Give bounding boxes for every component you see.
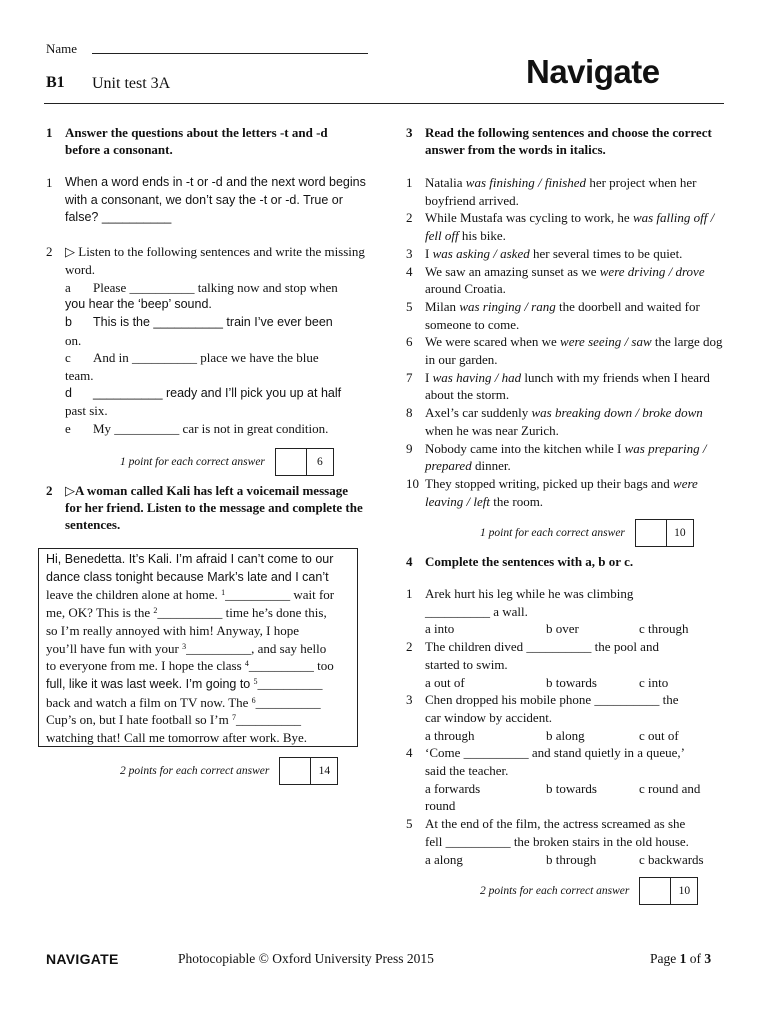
q3-item: 5 Milan was ringing / rang the doorbell and waited for someone to come. <box>406 298 700 332</box>
q1-sub-b: b This is the __________ train I’ve ever been <box>65 314 333 329</box>
q2-score-input[interactable] <box>279 757 310 785</box>
footer-brand: NAVIGATE <box>46 951 119 967</box>
footer-copyright: Photocopiable © Oxford University Press 2015 <box>178 951 434 966</box>
q3-score-total: 10 <box>666 519 694 547</box>
name-field[interactable] <box>92 53 368 54</box>
q4-item: 2 The children dived __________ the pool and started to swim. a out of b towards c into <box>406 638 724 691</box>
q3-choice[interactable]: were driving / drove <box>599 263 705 279</box>
q4-option[interactable]: b towards <box>546 674 597 690</box>
q4-items <box>406 585 724 868</box>
q4-option[interactable]: c round and <box>639 780 701 796</box>
question-1-title: 1 Answer the questions about the letters -t and -d before a consonant. <box>46 125 328 157</box>
q3-item: 8 Axel’s car suddenly was breaking down / broke down when he was near Zurich. <box>406 405 703 438</box>
q4-item: 4 ‘Come __________ and stand quietly in a queue,’ said the teacher. a forwards b towards c round and round <box>406 744 724 815</box>
q2-score-total: 14 <box>310 757 338 785</box>
brand-logo: Navigate <box>526 53 660 90</box>
q4-item: 3 Chen dropped his mobile phone __________ the car window by accident. a through b along c out of <box>406 691 724 744</box>
q1-sub-b-cont: on. <box>65 332 82 348</box>
q3-score-input[interactable] <box>635 519 666 547</box>
footer-page-number: Page 1 of 3 <box>650 951 712 966</box>
q4-score: 2 points for each correct answer 10 <box>480 877 698 905</box>
q1-sub-d: d __________ ready and I’ll pick you up at half <box>65 385 342 400</box>
q1-score-total: 6 <box>306 448 334 476</box>
q4-options <box>406 674 724 692</box>
question-3 <box>406 124 724 510</box>
q4-option[interactable]: b through <box>546 851 597 867</box>
q1-score-input[interactable] <box>275 448 306 476</box>
q1-sub-d-cont: past six. <box>65 403 108 419</box>
q3-score: 1 point for each correct answer 10 <box>480 519 694 547</box>
q3-items <box>406 174 724 510</box>
q1-score: 1 point for each correct answer 6 <box>120 448 334 476</box>
q4-score-input[interactable] <box>639 877 670 905</box>
q4-option[interactable]: a through <box>425 727 475 743</box>
q4-item: 1 Arek hurt his leg while he was climbing __________ a wall. a into b over c through <box>406 585 724 638</box>
question-2 <box>46 482 366 533</box>
q4-option[interactable]: a along <box>425 851 463 867</box>
q4-option[interactable]: a out of <box>425 674 465 690</box>
q4-options <box>406 780 724 798</box>
question-2-title: 2 ▷A woman called Kali has left a voicemail message for her friend. Listen to the message and complete the sentences. <box>46 483 363 532</box>
q3-choice[interactable]: was breaking down / broke down <box>531 405 703 421</box>
header-divider <box>44 103 724 104</box>
q1-sub-c-cont: team. <box>65 368 94 384</box>
q3-choice[interactable]: were leaving / left <box>425 475 698 509</box>
q1-sub-a-cont: you hear the ‘beep’ sound. <box>65 297 212 312</box>
q4-options <box>406 727 724 745</box>
q4-item: 5 At the end of the film, the actress screamed as she fell __________ the broken stairs in the old house. a along b through c backwards <box>406 815 724 868</box>
q4-option[interactable]: c into <box>639 674 669 690</box>
q1-sub-c: c And in __________ place we have the blue <box>65 350 319 366</box>
q1-sub-a: a Please __________ talking now and stop when <box>65 279 338 295</box>
unit-title: Unit test 3A <box>92 75 171 92</box>
q3-choice[interactable]: was ringing / rang <box>459 298 556 314</box>
q3-choice[interactable]: was preparing / prepared <box>425 440 707 474</box>
q4-option[interactable]: c through <box>639 621 689 637</box>
q4-option[interactable]: c backwards <box>639 851 704 867</box>
q1-item-1: 1 When a word ends in -t or -d and the next word begins with a consonant, we don’t say the -t or -d. True or false? __________ <box>46 175 366 225</box>
q3-choice[interactable]: was having / had <box>432 369 522 385</box>
question-4 <box>406 553 724 868</box>
q4-option[interactable]: a into <box>425 621 455 637</box>
q3-choice[interactable]: was asking / asked <box>432 245 530 261</box>
q4-option[interactable]: a forwards <box>425 780 481 796</box>
q3-item: 1 Natalia was finishing / finished her project when her boyfriend arrived. <box>406 175 697 208</box>
question-4-title: 4 Complete the sentences with a, b or c. <box>406 554 634 569</box>
question-3-title: 3 Read the following sentences and choose the correct answer from the words in italics. <box>406 125 712 157</box>
q3-item: 6 We were scared when we were seeing / saw the large dog in our garden. <box>406 334 723 368</box>
q3-item: 3 I was asking / asked her several times to be quiet. <box>406 245 683 261</box>
q4-options <box>406 620 724 638</box>
q4-option[interactable]: b along <box>546 727 585 743</box>
voicemail-box: Hi, Benedetta. It’s Kali. I’m afraid I can’t come to our dance class tonight because Mark’s late and I can’t leave the children alone at home. $^1$__________ wait for me, OK? This is the $^2$__________ time he’s done this, so I’m really annoyed with him! Anyway, I hope you’ll have fun with your $^3$__________, and say hello to everyone from me. I hope the class $^4$__________ too full, like it was last week. I’m going to $^5$__________ back and watch a film on TV now. The $^6$__________ Cup’s on, but I hate football so I’m $^7$__________ watching that! Call me tomorrow after work. Bye. <box>38 548 358 747</box>
q4-option[interactable]: c out of <box>639 727 679 743</box>
q4-option[interactable]: b over <box>546 621 579 637</box>
q2-score: 2 points for each correct answer 14 <box>120 757 338 785</box>
name-label: Name <box>46 41 78 56</box>
q3-item: 4 We saw an amazing sunset as we were driving / drove around Croatia. <box>406 263 705 297</box>
q3-choice[interactable]: were seeing / saw <box>560 334 652 350</box>
q3-item: 7 I was having / had lunch with my friends when I heard about the storm. <box>406 369 710 403</box>
level-label: B1 <box>46 74 65 91</box>
q3-item: 9 Nobody came into the kitchen while I was preparing / prepared dinner. <box>406 440 707 474</box>
q3-item: 2 While Mustafa was cycling to work, he was falling off / fell off his bike. <box>406 210 715 244</box>
q4-score-total: 10 <box>670 877 698 905</box>
q1-sub-e: e My __________ car is not in great condition. <box>65 421 329 437</box>
q3-choice[interactable]: was falling off / fell off <box>425 210 715 244</box>
q3-item: 10 They stopped writing, picked up their bags and were leaving / left the room. <box>406 475 698 509</box>
q4-options <box>406 851 724 869</box>
q1-item-2: 2 ▷ Listen to the following sentences and write the missing word. <box>46 244 365 277</box>
q3-choice[interactable]: was finishing / finished <box>465 175 587 190</box>
q4-option[interactable]: b towards <box>546 780 597 796</box>
question-1 <box>46 124 366 438</box>
